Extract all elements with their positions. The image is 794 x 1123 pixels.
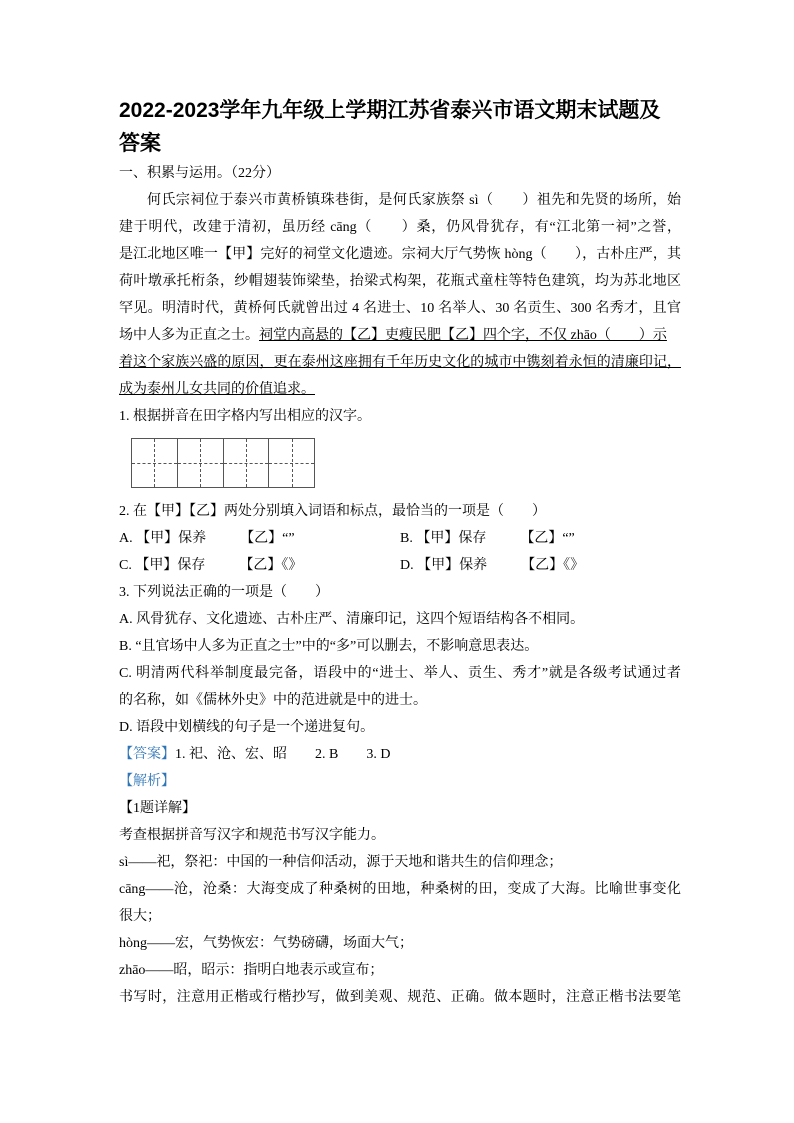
analysis-subheading: 【1题详解】 bbox=[119, 801, 196, 816]
document-page bbox=[119, 94, 681, 1011]
option-d bbox=[400, 552, 681, 579]
option-jia: 【甲】保存 bbox=[135, 558, 206, 573]
question-3: 3. 下列说法正确的一项是（ ） bbox=[119, 585, 329, 600]
q3-option-d: D. 语段中划横线的句子是一个递进复句。 bbox=[119, 720, 375, 735]
option-jia: 【甲】保养 bbox=[417, 558, 488, 573]
grid-cell bbox=[132, 439, 178, 487]
analysis-line: 考查根据拼音写汉字和规范书写汉字能力。 bbox=[119, 828, 385, 843]
option-yi: 【乙】《》 bbox=[239, 558, 303, 573]
q3-option-c-cont: 的名称，如《儒林外史》中的范进就是中的进士。 bbox=[119, 693, 427, 708]
passage-line: 何氏宗祠位于泰兴市黄桥镇珠巷街，是何氏家族祭 sì（ ）祖先和先贤的场所，始 bbox=[147, 193, 681, 208]
passage bbox=[119, 187, 681, 403]
question-1: 1. 根据拼音在田字格内写出相应的汉字。 bbox=[119, 409, 371, 424]
option-letter: C. bbox=[119, 558, 132, 573]
passage-line: 罕见。明清时代，黄桥何氏就曾出过 4 名进士、10 名举人、30 名贡生、300 名秀才，且官 bbox=[119, 301, 681, 316]
passage-line: 是江北地区唯一【甲】完好的祠堂文化遗迹。宗祠大厅气势恢 hòng（ ），古朴庄严，其 bbox=[119, 247, 681, 262]
grid-cell bbox=[224, 439, 270, 487]
underlined-sentence: 祠堂内高悬的【乙】吏瘦民肥【乙】四个字，不仅 zhāo（ ）示 bbox=[259, 328, 667, 343]
option-b bbox=[400, 525, 681, 552]
analysis-line: 书写时，注意用正楷或行楷抄写，做到美观、规范、正确。做本题时，注意正楷书法要笔 bbox=[119, 990, 681, 1005]
q3-option-c: C. 明清两代科举制度最完备，语段中的“进士、举人、贡生、秀才”就是各级考试通过者 bbox=[119, 666, 681, 681]
section-heading: 一、积累与运用。（22分） bbox=[119, 166, 280, 181]
analysis-line: sì——祀，祭祀：中国的一种信仰活动，源于天地和谐共生的信仰理念； bbox=[119, 855, 563, 870]
option-a bbox=[119, 525, 400, 552]
option-letter: B. bbox=[400, 531, 413, 546]
grid-cell bbox=[269, 439, 314, 487]
option-yi: 【乙】“” bbox=[520, 531, 575, 546]
tianzige-grid bbox=[131, 438, 315, 488]
title-line: 答案 bbox=[119, 132, 161, 155]
analysis-line: zhāo——昭，昭示：指明白地表示或宣布； bbox=[119, 963, 384, 978]
question-2: 2. 在【甲】【乙】两处分别填入词语和标点，最恰当的一项是（ ） bbox=[119, 504, 546, 519]
passage-line: 荷叶墩承托桁条，纱帽翅装饰梁垫，抬梁式构架，花瓶式童柱等特色建筑，均为苏北地区 bbox=[119, 274, 681, 289]
analysis-line: 很大； bbox=[119, 909, 161, 924]
title-line: 2022-2023学年九年级上学期江苏省泰兴市语文期末试题及 bbox=[119, 99, 661, 122]
q3-option-a: A. 风骨犹存、文化遗迹、古朴庄严、清廉印记，这四个短语结构各不相同。 bbox=[119, 612, 585, 627]
passage-text: 场中人多为正直之士。 bbox=[119, 328, 259, 343]
answer-text: 1. 祀、沧、宏、昭 2. B 3. D bbox=[175, 747, 391, 762]
analysis-line: hòng——宏，气势恢宏：气势磅礴，场面大气； bbox=[119, 936, 413, 951]
options-row bbox=[119, 525, 681, 552]
option-yi: 【乙】“” bbox=[240, 531, 295, 546]
underlined-sentence: 成为泰州儿女共同的价值追求。 bbox=[119, 382, 315, 397]
analysis-line: cāng——沧，沧桑：大海变成了种桑树的田地，种桑树的田，变成了大海。比喻世事变化 bbox=[119, 882, 681, 897]
option-c bbox=[119, 552, 400, 579]
option-yi: 【乙】《》 bbox=[521, 558, 585, 573]
option-letter: A. bbox=[119, 531, 133, 546]
document-title bbox=[119, 94, 681, 160]
option-jia: 【甲】保存 bbox=[416, 531, 487, 546]
options-row bbox=[119, 552, 681, 579]
passage-line: 建于明代，改建于清初，虽历经 cāng（ ）桑，仍风骨犹存，有“江北第一祠”之誉， bbox=[119, 220, 681, 235]
option-letter: D. bbox=[400, 558, 414, 573]
answer-label: 【答案】 bbox=[119, 747, 175, 762]
passage-line bbox=[119, 322, 681, 349]
analysis-label: 【解析】 bbox=[119, 774, 175, 789]
answer-line bbox=[119, 741, 681, 768]
underlined-sentence: 着这个家族兴盛的原因，更在泰州这座拥有千年历史文化的城市中镌刻着永恒的清廉印记， bbox=[119, 355, 681, 370]
q3-option-b: B. “且官场中人多为正直之士”中的“多”可以删去，不影响意思表达。 bbox=[119, 639, 539, 654]
grid-cell bbox=[178, 439, 224, 487]
option-jia: 【甲】保养 bbox=[136, 531, 207, 546]
